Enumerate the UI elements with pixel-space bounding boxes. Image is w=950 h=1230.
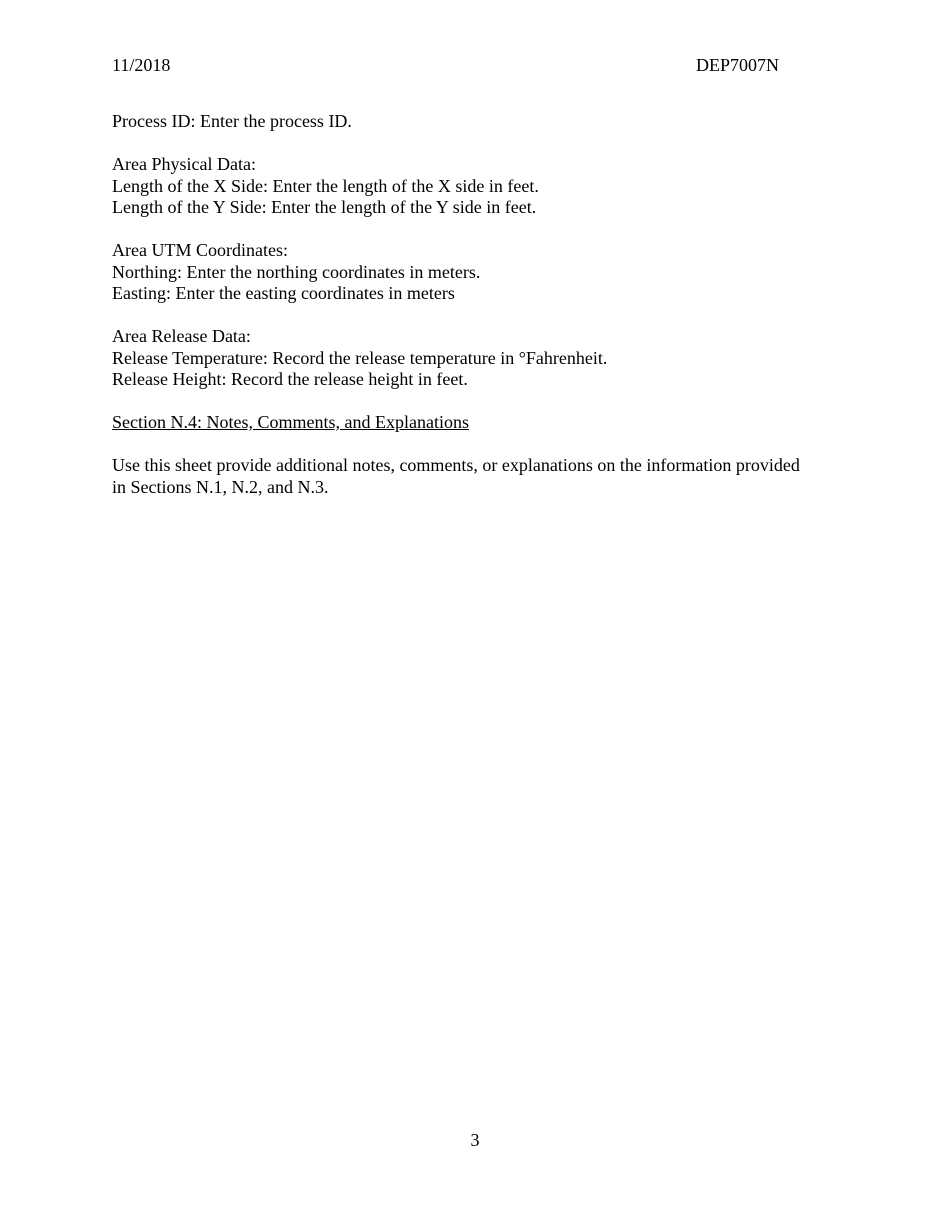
release-temperature-instruction: Release Temperature: Record the release temperature in °Fahrenheit. — [112, 347, 608, 368]
page-number: 3 — [470, 1130, 480, 1150]
area-release-data-heading: Area Release Data: — [112, 326, 251, 346]
area-physical-data-block — [112, 154, 832, 219]
x-side-instruction: Length of the X Side: Enter the length of the X side in feet. — [112, 175, 539, 196]
easting-instruction: Easting: Enter the easting coordinates in meters — [112, 283, 455, 303]
section-title: Section N.4: Notes, Comments, and Explanations — [112, 412, 469, 432]
notes-instruction-line-1: Use this sheet provide additional notes, comments, or explanations on the information provided — [112, 455, 800, 475]
area-release-data-block — [112, 326, 832, 391]
northing-instruction: Northing: Enter the northing coordinates in meters. — [112, 261, 481, 282]
y-side-instruction: Length of the Y Side: Enter the length of the Y side in feet. — [112, 197, 537, 217]
process-id-instruction: Process ID: Enter the process ID. — [112, 111, 352, 131]
release-height-instruction: Release Height: Record the release height in feet. — [112, 369, 468, 389]
area-utm-coordinates-block — [112, 240, 832, 305]
notes-instruction-line-2: in Sections N.1, N.2, and N.3. — [112, 476, 329, 497]
header-date: 11/2018 — [112, 55, 171, 75]
page-content — [112, 111, 832, 498]
area-physical-data-heading: Area Physical Data: — [112, 154, 256, 174]
area-utm-coordinates-heading: Area UTM Coordinates: — [112, 240, 288, 260]
notes-section-block — [112, 412, 832, 498]
process-id-block — [112, 111, 832, 133]
header-form-id: DEP7007N — [696, 55, 780, 75]
